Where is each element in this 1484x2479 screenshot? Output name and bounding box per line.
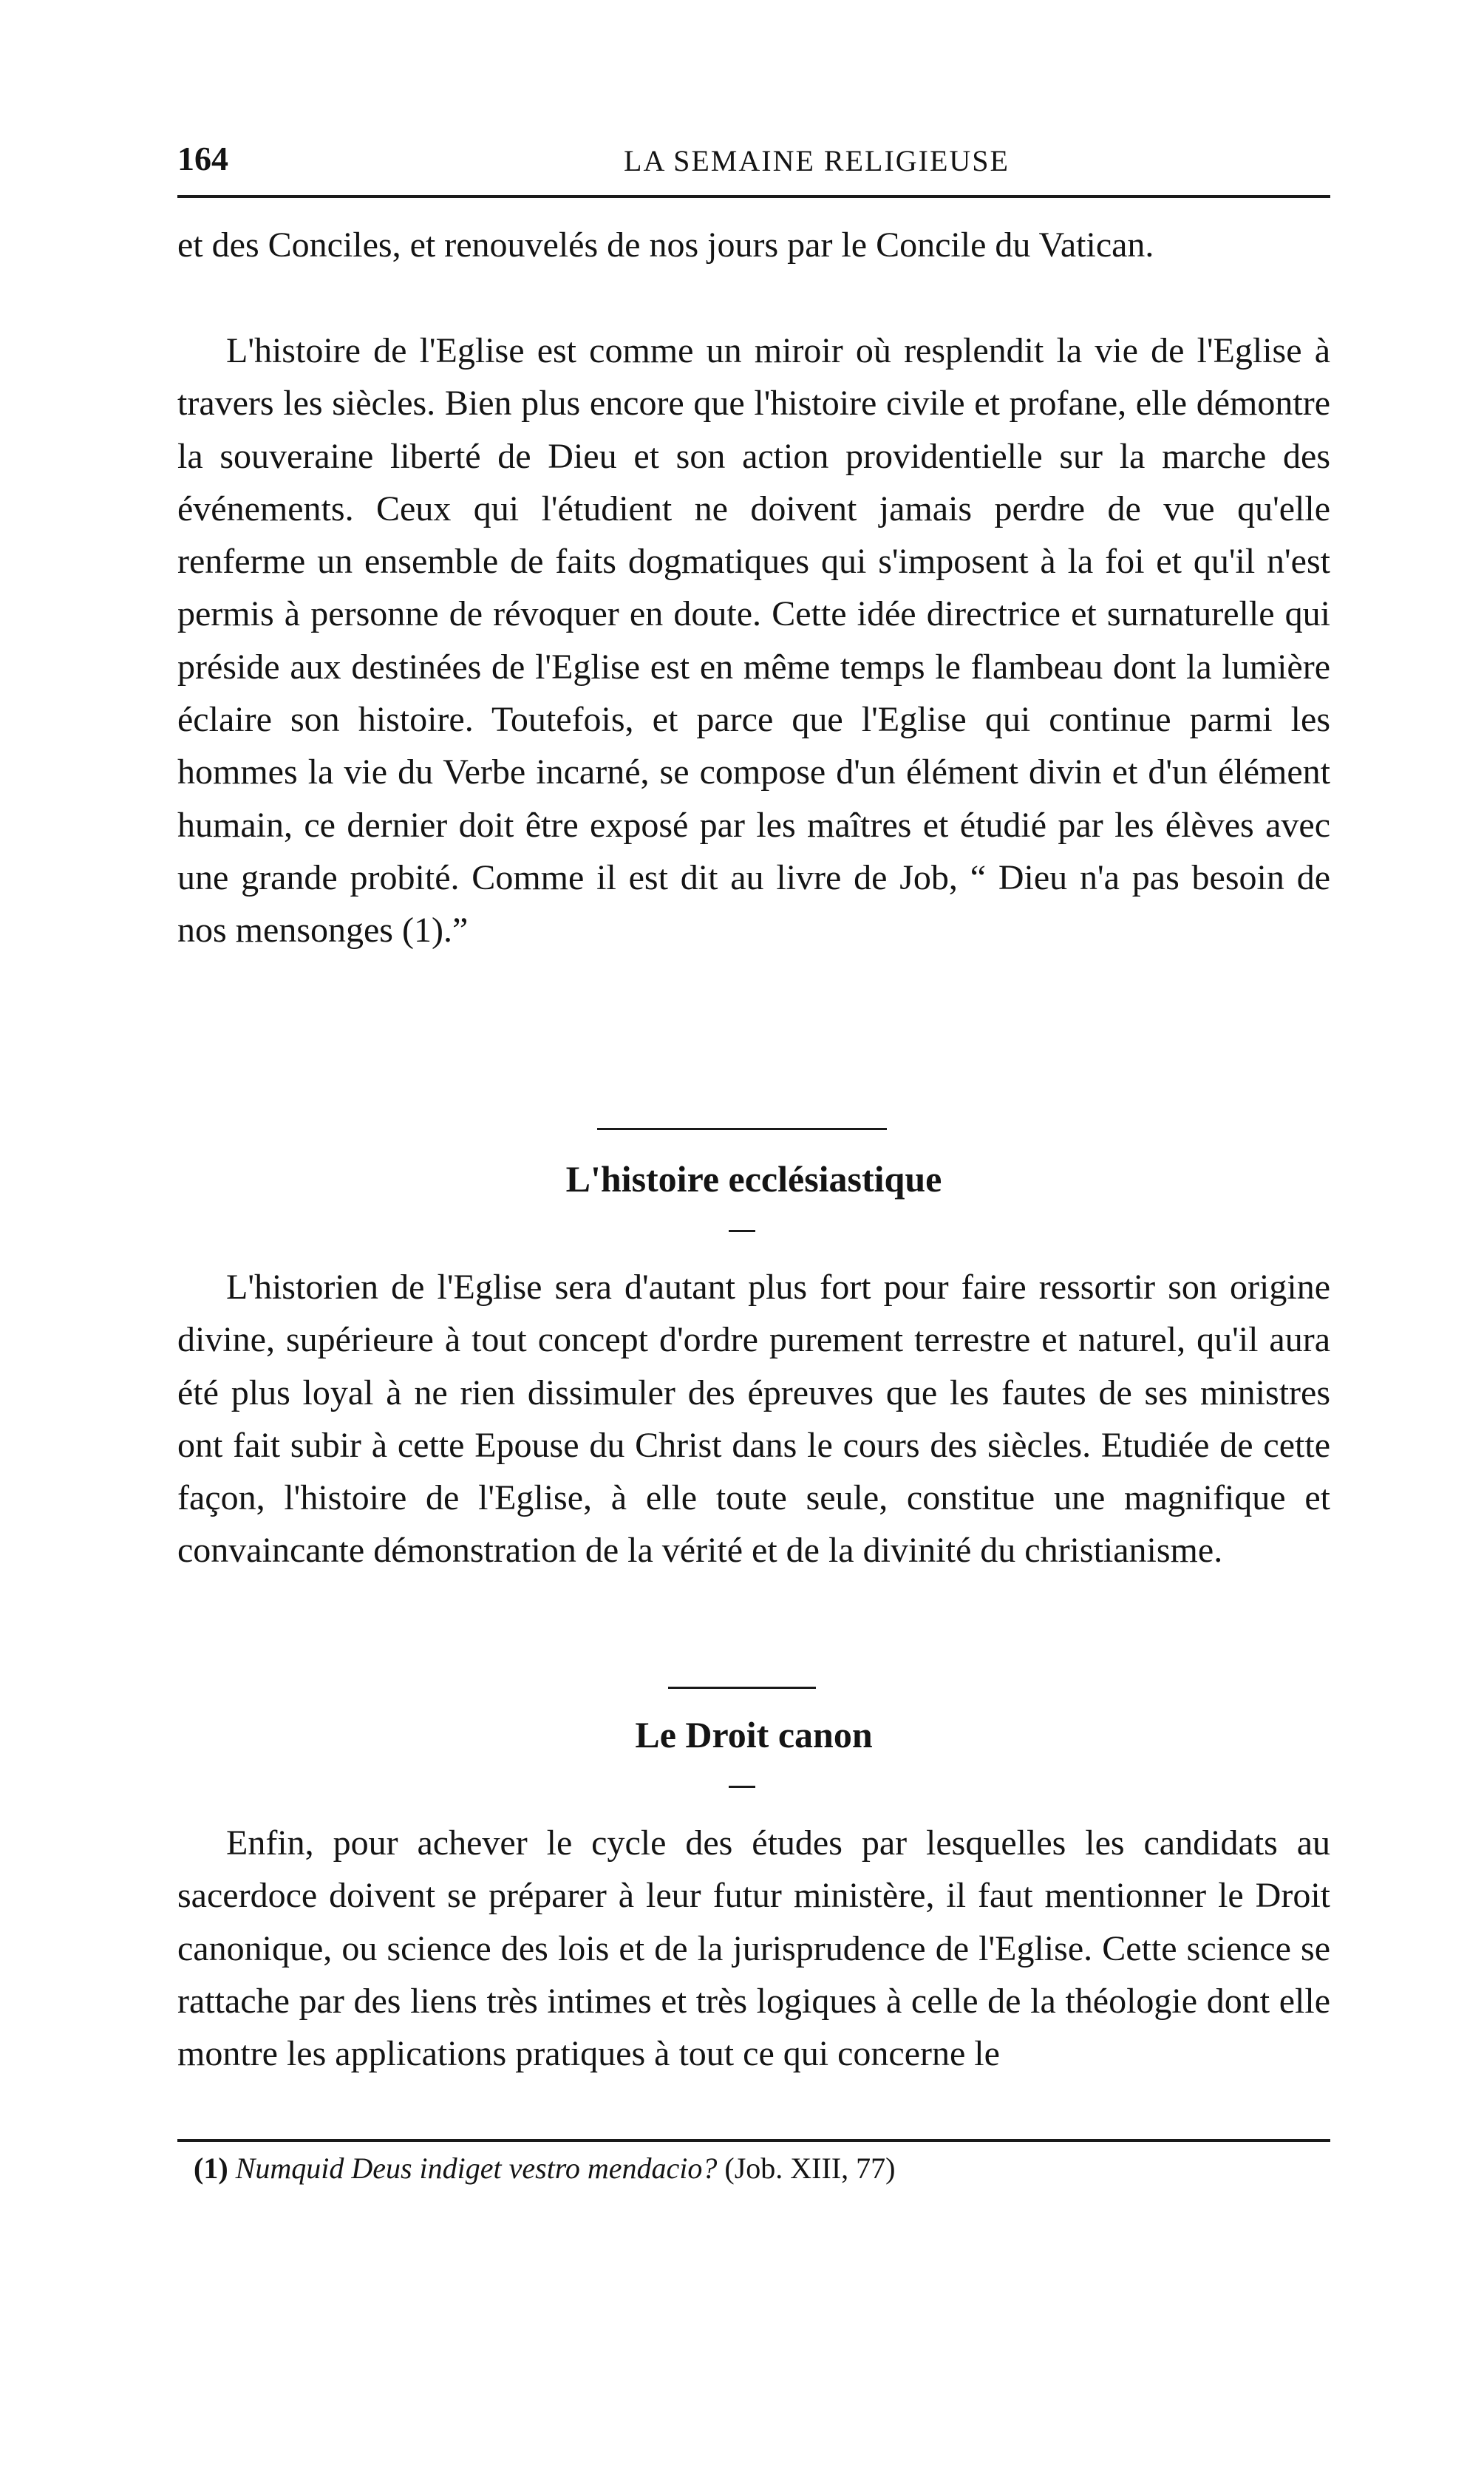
section-heading-ecclesiastical-history: L'histoire ecclésiastique [565,1158,942,1200]
section-divider [668,1687,816,1689]
paragraph-historian: L'historien de l'Eglise sera d'autant plus fort pour faire ressortir son origine divine, supérieure à tout concept d'ordre purement terrestre et naturel, qu'il aura été plus loyal à ne rien dissimuler des épreuves que les fautes de ses ministres ont fait subir à cette Epouse du Christ dans le cours des siècles. Etudiée de cette façon, l'histoire de l'Eglise, à elle toute seule, constitue une magnifique et convaincante démonstration de la vérité et de la divinité du christianisme. [177,1268,1330,1571]
footnote [194,2146,1324,2191]
section-heading-canon-law: Le Droit canon [635,1714,873,1755]
heading-dash [729,1230,755,1232]
heading-dash [729,1786,755,1788]
header-rule [177,195,1330,198]
section-divider [597,1128,887,1130]
footnote-rule [177,2139,1330,2142]
footnote-reference: (Job. XIII, 77) [724,2152,896,2185]
paragraph-history-of-church: L'histoire de l'Eglise est comme un miroir où resplendit la vie de l'Eglise à travers les siècles. Bien plus encore que l'histoire civile et profane, elle démontre la souveraine liberté de Dieu et son action providentielle sur la marche des événements. Ceux qui l'étudient ne doivent jamais perdre de vue qu'elle renferme un ensemble de faits dogmatiques qui s'imposent à la foi et qu'il n'est permis à personne de révoquer en doute. Cette idée directrice et surnaturelle qui préside aux destinées de l'Eglise est en même temps le flambeau dont la lumière éclaire son histoire. Toutefois, et parce que l'Eglise qui continue parmi les hommes la vie du Verbe incarné, se compose d'un élément divin et d'un élément humain, ce dernier doit être exposé par les maîtres et étudié par les élèves avec une grande probité. Comme il est dit au livre de Job, “ Dieu n'a pas besoin de nos mensonges (1).” [177,331,1330,951]
page-number: 164 [177,140,228,177]
paragraph-continuation: et des Conciles, et renouvelés de nos jours par le Concile du Vatican. [177,225,1154,265]
journal-title: LA SEMAINE RELIGIEUSE [624,144,1010,177]
footnote-latin-quote: Numquid Deus indiget vestro mendacio? [235,2152,718,2185]
running-head [177,139,1330,183]
footnote-marker: (1) [194,2152,228,2185]
paragraph-canon-law: Enfin, pour achever le cycle des études par lesquelles les candidats au sacerdoce doivent se préparer à leur futur ministère, il faut mentionner le Droit canonique, ou science des lois et de la jurisprudence de l'Eglise. Cette science se rattache par des liens très intimes et très logiques à celle de la théologie dont elle montre les applications pratiques à tout ce qui concerne le [177,1823,1330,2074]
